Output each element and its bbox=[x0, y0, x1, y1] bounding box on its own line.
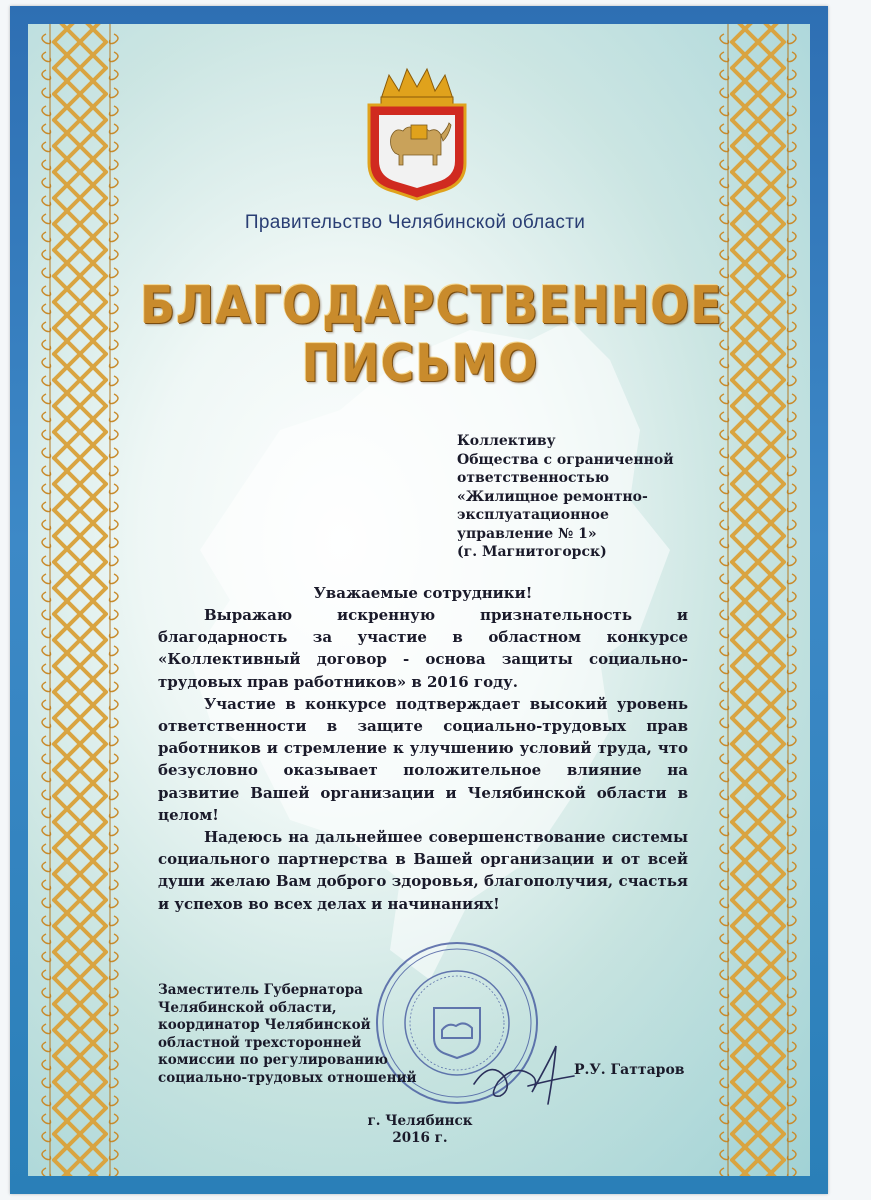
letter-paragraph: Надеюсь на дальнейшее совершенствование системы социального партнерства в Вашей организации и от всей души желаю Вам доброго здоровья, благополучия, счастья и успехов во всех делах и начинаниях! bbox=[158, 828, 688, 913]
place-and-date bbox=[300, 1113, 540, 1147]
letter-paragraph: Участие в конкурсе подтверждает высокий уровень ответственности в защите социально-трудовых прав работников и стремление к улучшению условий труда, что безусловно оказывает положительное влияние на развитие Вашей организации и Челябинской области в целом! bbox=[158, 694, 688, 824]
signatory-position bbox=[158, 982, 428, 1087]
year: 2016 г. bbox=[392, 1130, 448, 1146]
signatory-position-line: областной трехсторонней bbox=[158, 1034, 362, 1051]
recipient-line: Коллективу bbox=[457, 433, 556, 449]
recipient-block bbox=[457, 432, 697, 562]
document-title-line2: ПИСЬМО bbox=[301, 332, 539, 394]
chelyabinsk-coat-of-arms-icon bbox=[361, 65, 473, 201]
signatory-position-line: координатор Челябинской bbox=[158, 1017, 371, 1033]
left-lattice-border bbox=[28, 24, 132, 1176]
recipient-line: Общества с ограниченной bbox=[457, 451, 674, 468]
letter-paragraph: Выражаю искренную признательность и благодарность за участие в областном конкурсе «Коллективный договор - основа защиты социально-трудовых прав работников» в 2016 году. bbox=[158, 606, 688, 691]
signatory-position-line: комиссии по регулированию bbox=[158, 1052, 389, 1068]
signatory-name: Р.У. Гаттаров bbox=[574, 1062, 685, 1078]
issuer-name: Правительство Челябинской области bbox=[244, 212, 586, 233]
recipient-line: эксплуатационное bbox=[457, 507, 609, 523]
document-title-line1: БЛАГОДАРСТВЕННОЕ bbox=[140, 274, 723, 336]
handwritten-signature bbox=[470, 1040, 580, 1110]
right-lattice-border bbox=[706, 24, 810, 1176]
signatory-position-line: Челябинской области, bbox=[158, 999, 337, 1016]
letter-body bbox=[158, 604, 688, 915]
recipient-line: «Жилищное ремонтно- bbox=[457, 488, 648, 505]
signatory-position-line: социально-трудовых отношений bbox=[158, 1069, 417, 1086]
greeting: Уважаемые сотрудники! bbox=[313, 584, 533, 602]
recipient-line: ответственностью bbox=[457, 470, 610, 486]
recipient-line: управление № 1» bbox=[457, 525, 597, 542]
recipient-line: (г. Магнитогорск) bbox=[457, 544, 607, 560]
signatory-position-line: Заместитель Губернатора bbox=[158, 982, 363, 998]
city: г. Челябинск bbox=[367, 1113, 473, 1129]
